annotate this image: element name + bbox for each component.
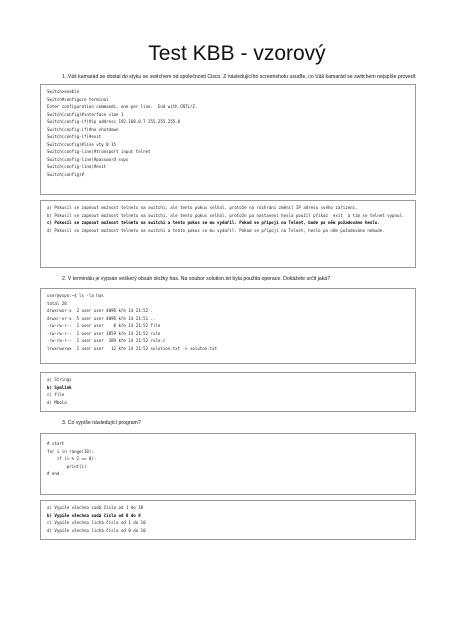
- code-line: for i in range(10):: [47, 448, 94, 454]
- option-a: a) Strings: [47, 377, 72, 382]
- option-d: d) Mbola: [47, 399, 67, 405]
- code-line: Switch(config)#interface vlan 1: [47, 111, 124, 117]
- option-b-correct: b) Vypíše všechna sudá čísla od 0 do 8: [47, 512, 141, 518]
- code-line: print(i): [47, 463, 87, 469]
- question-2-text: 2. V terminálu je vypsán veškerý obsah složky has. Na soubor solution.txt byla použita operace. Dokážete určit jaká?: [62, 276, 331, 282]
- question-1-code-block: [40, 84, 416, 195]
- code-line: Switch(config)#: [47, 171, 84, 177]
- option-d: d) Vypíše všechna lichá čísla od 0 do 10: [47, 527, 146, 533]
- option-d: d) Pokusil se zapnout možnost telnetu na switchi a tento pokus se mu vydařil. Pokud se připojí na Telnet, heslo po něm požadováno nebude.: [47, 227, 385, 233]
- code-line: Switch(config-line)#password svps: [47, 156, 129, 162]
- question-3-code-block: [40, 433, 416, 495]
- code-line: user@vspn:~$ ls -la has: [47, 293, 104, 298]
- code-line: # start: [47, 441, 65, 446]
- option-b-correct: b) Symlink: [47, 384, 72, 390]
- question-1-text: 1. Váš kamarád se dostal do styku se switchem od společnosti Cisco. Z následujícího screenshotu usuďte, co Váš kamarád se switchem nejspíše provedl:: [62, 74, 417, 80]
- code-line: Switch(config-line)#transport input telnet: [47, 149, 151, 154]
- code-line: Switch#configure terminal: [47, 96, 109, 102]
- option-c-correct: c) Pokusil se zapnout možnost telnetu na switchi a tento pokus se mu vydařil. Pokud se připojí na Telnet, bude po něm požadováno heslo.: [47, 220, 380, 225]
- code-line: -rw-rw-r-- 1 user user 0 kře 14 21:52 file: [47, 323, 161, 328]
- option-a: a) Vypíše všechna sudá čísla od 1 do 10: [47, 505, 144, 510]
- option-c: c) file: [47, 392, 65, 397]
- option-c: c) Vypíše všechna lichá čísla od 1 do 10: [47, 520, 146, 525]
- question-1-options: [40, 200, 416, 268]
- code-line: Switch(config-if)#no shutdown: [47, 126, 119, 132]
- page-title: Test KBB - vzorový: [148, 42, 326, 65]
- code-line: if (i % 2 == 0):: [47, 456, 97, 461]
- option-b: b) Pokusil se zapnout možnost telnetu na switchi, ale tento pokus selhal, protože po nastavení hesla použil příkaz exit a tím se telnet vypnul.: [47, 212, 405, 218]
- code-line: Switch(config-line)#exit: [47, 164, 107, 169]
- code-line: lrwxrwxrwx 1 user user 12 kře 14 21:52 solution.txt -> soluton.txt: [47, 345, 218, 351]
- option-a: a) Pokusil se zapnout možnost telnetu na switchi, ale tento pokus selhal, protože na rozhraní změnil IP adresu svého zařízení.: [47, 205, 358, 210]
- code-line: Switch(config-if)#ip address 192.168.0.7 255.255.255.0: [47, 119, 181, 124]
- question-3-options: [40, 500, 416, 540]
- code-line: Switch(config-if)#exit: [47, 134, 102, 139]
- code-line: -rw-rw-r-- 1 user user 389 kře 14 21:52 rule.c: [47, 338, 166, 343]
- question-2-code-block: [40, 288, 416, 364]
- code-line: Switch(config)#line vty 0 15: [47, 141, 117, 147]
- question-3-text: 3. Co vypíše následující program?: [62, 420, 141, 426]
- code-line: Enter configuration commands, one per line. End with CNTL/Z.: [47, 104, 198, 109]
- code-line: Switch>enable: [47, 89, 80, 94]
- code-line: -rw-rw-r-- 1 user user 1859 kře 14 21:52 rule: [47, 330, 161, 336]
- code-line: drwxrwxr-x 2 user user 4096 kře 14 21:52 .: [47, 308, 153, 313]
- code-line: drwxr-xr-x 5 user user 4096 kře 14 21:51 ..: [47, 315, 156, 321]
- code-line: total 28: [47, 300, 67, 306]
- code-line: # end: [47, 471, 60, 476]
- question-2-options: [40, 372, 416, 412]
